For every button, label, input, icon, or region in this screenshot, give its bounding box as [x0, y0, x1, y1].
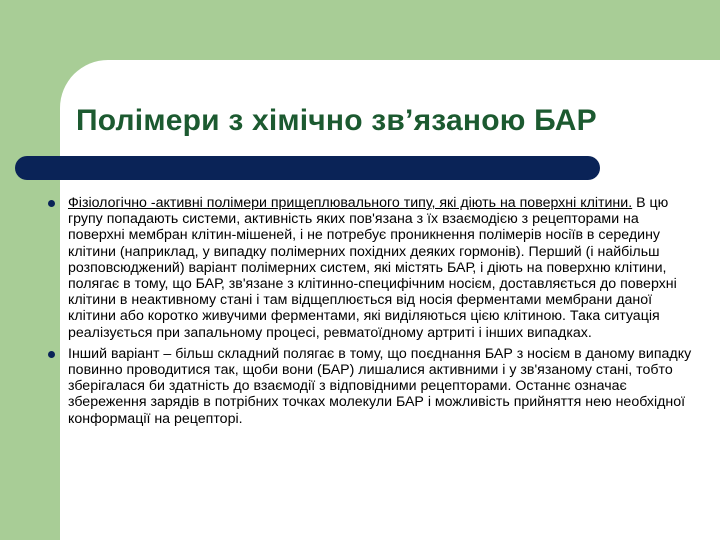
bullet-dot-icon [48, 200, 55, 207]
bullet-dot-icon [48, 351, 55, 358]
slide-title: Полімери з хімічно зв’язаною БАР [76, 104, 597, 137]
title-underline-bar [15, 156, 600, 180]
underlined-lead-text[interactable]: Фізіологічно -активні полімери прищеплювального типу, які діють на поверхні клітини. [68, 195, 633, 211]
bullet-body-text: В цю групу попадають системи, активність яких пов'язана з їх взаємодією з рецепторами на поверхні мембран клітин-мішеней, і не потребує проникнення полімерів носіїв в середину клітини (наприклад, у випадку полімерних похідних деяких гормонів). Перший (і найбільш розповсюджений) варіант полімерних систем, які містять БАР, і діють на поверхню клітини, полягає в тому, що БАР, зв'язане з клітинно-специфічним носієм, доставляється до поверхні клітини в неактивному стані і там відщеплюється від носія ферментами мембрани даної клітини або коротко живучими ферментами, які виділяються цією клітиною. Така ситуація реалізується при запальному процесі, ревматоїдному артриті і інших випадках. [68, 195, 677, 341]
bullet-list [46, 195, 692, 432]
bullet-item-2 [46, 346, 692, 427]
bullet-item-1 [46, 195, 692, 341]
bullet-body-text: Інший варіант – більш складний полягає в тому, що поєднання БАР з носієм в даному випадку повинно проводитися так, щоби вони (БАР) лишалися активними і у зв'язаному стані, тобто зберігалася би здатність до взаємодії з відповідними рецепторами. Останнє означає збереження зарядів в потрібних точках молекули БАР і можливість прийняття нею необхідної конформації на рецепторі. [68, 345, 692, 427]
